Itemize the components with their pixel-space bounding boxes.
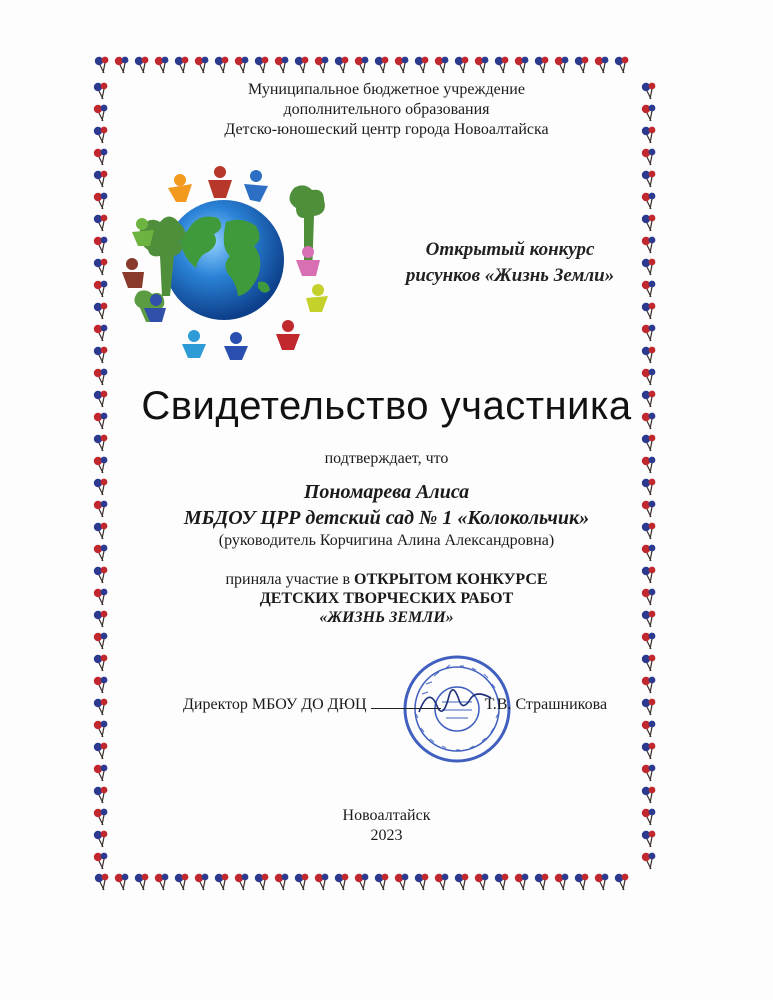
contest-title-line-1: Открытый конкурс <box>425 239 595 260</box>
border-balloon-icon <box>253 872 271 892</box>
supervisor-text: (руководитель Корчигина Алина Александровна) <box>218 532 555 549</box>
border-balloon-icon <box>413 55 431 75</box>
decorative-border-bottom <box>92 872 632 894</box>
border-balloon-icon <box>92 323 110 343</box>
border-balloon-icon <box>173 55 191 75</box>
border-balloon-icon <box>253 55 271 75</box>
border-balloon-icon <box>92 697 110 717</box>
signature-blank <box>371 694 441 709</box>
border-balloon-icon <box>640 741 658 761</box>
border-balloon-icon <box>193 55 211 75</box>
border-balloon-icon <box>233 55 251 75</box>
participant-institution: МБДОУ ЦРР детский сад № 1 «Колокольчик» <box>183 507 590 529</box>
certificate-title: Свидетельство участника <box>141 384 632 428</box>
earth-children-logo <box>118 160 330 360</box>
border-balloon-icon <box>293 872 311 892</box>
border-balloon-icon <box>353 55 371 75</box>
org-line-3: Детско-юношеский центр города Новоалтайска <box>224 121 549 138</box>
border-balloon-icon <box>293 55 311 75</box>
contest-title <box>370 237 650 289</box>
organization-header <box>0 80 773 140</box>
border-balloon-icon <box>640 345 658 365</box>
border-balloon-icon <box>193 872 211 892</box>
border-balloon-icon <box>393 55 411 75</box>
border-balloon-icon <box>640 301 658 321</box>
decorative-border-right <box>640 80 662 872</box>
director-signature-line <box>183 694 607 714</box>
border-balloon-icon <box>153 55 171 75</box>
border-balloon-icon <box>92 653 110 673</box>
border-balloon-icon <box>640 631 658 651</box>
border-balloon-icon <box>640 169 658 189</box>
border-balloon-icon <box>173 872 191 892</box>
border-balloon-icon <box>92 213 110 233</box>
border-balloon-icon <box>92 719 110 739</box>
border-balloon-icon <box>92 169 110 189</box>
border-balloon-icon <box>92 785 110 805</box>
border-balloon-icon <box>313 55 331 75</box>
border-balloon-icon <box>333 872 351 892</box>
border-balloon-icon <box>553 55 571 75</box>
decorative-border-top <box>92 55 632 77</box>
border-balloon-icon <box>92 235 110 255</box>
participation-contest-line-3: «ЖИЗНЬ ЗЕМЛИ» <box>319 609 454 626</box>
border-balloon-icon <box>92 301 110 321</box>
border-balloon-icon <box>553 872 571 892</box>
border-balloon-icon <box>433 872 451 892</box>
border-balloon-icon <box>113 55 131 75</box>
border-balloon-icon <box>640 763 658 783</box>
director-role: Директор МБОУ ДО ДЮЦ <box>183 696 367 713</box>
border-balloon-icon <box>233 872 251 892</box>
border-balloon-icon <box>613 872 631 892</box>
border-balloon-icon <box>92 631 110 651</box>
participation-prefix: приняла участие в <box>225 571 355 588</box>
border-balloon-icon <box>640 851 658 871</box>
border-balloon-icon <box>473 872 491 892</box>
border-balloon-icon <box>153 872 171 892</box>
border-balloon-icon <box>92 191 110 211</box>
border-balloon-icon <box>533 872 551 892</box>
border-balloon-icon <box>353 872 371 892</box>
border-balloon-icon <box>493 55 511 75</box>
border-balloon-icon <box>92 763 110 783</box>
contest-title-line-2: рисунков «Жизнь Земли» <box>405 265 615 286</box>
border-balloon-icon <box>640 697 658 717</box>
decorative-border-left <box>92 80 114 872</box>
participant-block <box>0 479 773 531</box>
border-balloon-icon <box>92 279 110 299</box>
border-balloon-icon <box>433 55 451 75</box>
border-balloon-icon <box>313 872 331 892</box>
border-balloon-icon <box>92 147 110 167</box>
border-balloon-icon <box>133 872 151 892</box>
border-balloon-icon <box>92 345 110 365</box>
border-balloon-icon <box>593 55 611 75</box>
border-balloon-icon <box>640 147 658 167</box>
border-balloon-icon <box>640 323 658 343</box>
org-line-1: Муниципальное бюджетное учреждение <box>248 81 525 98</box>
border-balloon-icon <box>213 55 231 75</box>
border-balloon-icon <box>513 55 531 75</box>
border-balloon-icon <box>453 55 471 75</box>
border-balloon-icon <box>513 872 531 892</box>
border-balloon-icon <box>113 872 131 892</box>
border-balloon-icon <box>413 872 431 892</box>
border-balloon-icon <box>273 872 291 892</box>
border-balloon-icon <box>493 872 511 892</box>
border-balloon-icon <box>92 851 110 871</box>
border-balloon-icon <box>640 213 658 233</box>
border-balloon-icon <box>93 55 111 75</box>
globe-icon <box>118 160 330 360</box>
border-balloon-icon <box>613 55 631 75</box>
border-balloon-icon <box>92 741 110 761</box>
participation-contest-line-2: ДЕТСКИХ ТВОРЧЕСКИХ РАБОТ <box>259 590 514 607</box>
participation-contest-line-1: ОТКРЫТОМ КОНКУРСЕ <box>354 571 548 588</box>
org-line-2: дополнительного образования <box>283 101 490 118</box>
border-balloon-icon <box>93 872 111 892</box>
border-balloon-icon <box>92 675 110 695</box>
border-balloon-icon <box>273 55 291 75</box>
footer <box>0 806 773 846</box>
border-balloon-icon <box>133 55 151 75</box>
border-balloon-icon <box>573 55 591 75</box>
border-balloon-icon <box>573 872 591 892</box>
border-balloon-icon <box>640 675 658 695</box>
border-balloon-icon <box>453 872 471 892</box>
participation-statement <box>0 570 773 627</box>
director-name: Т.В. Страшникова <box>484 696 608 713</box>
border-balloon-icon <box>92 257 110 277</box>
confirms-text: подтверждает, что <box>324 450 449 467</box>
border-balloon-icon <box>640 653 658 673</box>
border-balloon-icon <box>533 55 551 75</box>
participant-name: Пономарева Алиса <box>303 481 470 503</box>
border-balloon-icon <box>640 785 658 805</box>
border-balloon-icon <box>213 872 231 892</box>
border-balloon-icon <box>373 872 391 892</box>
border-balloon-icon <box>333 55 351 75</box>
border-balloon-icon <box>393 872 411 892</box>
footer-city: Новоалтайск <box>342 807 431 824</box>
border-balloon-icon <box>640 719 658 739</box>
border-balloon-icon <box>373 55 391 75</box>
footer-year: 2023 <box>370 827 403 844</box>
border-balloon-icon <box>640 191 658 211</box>
border-balloon-icon <box>473 55 491 75</box>
border-balloon-icon <box>593 872 611 892</box>
